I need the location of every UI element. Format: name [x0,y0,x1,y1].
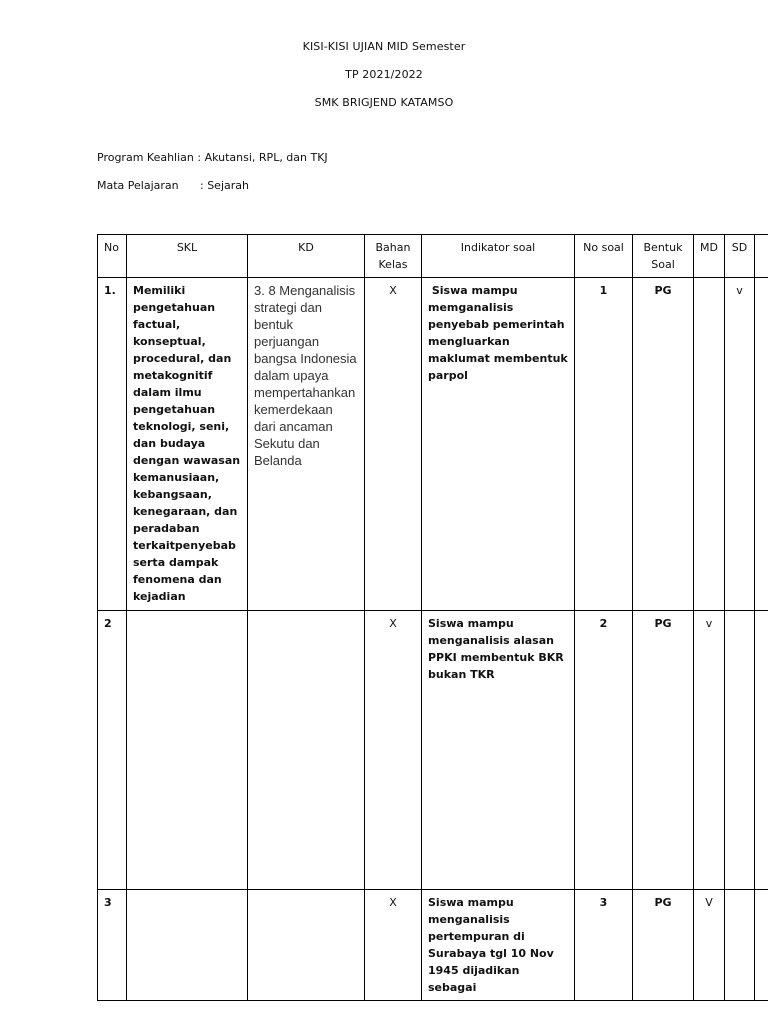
cell-md: V [694,890,725,1001]
header-indikator: Indikator soal [422,235,575,278]
school-name: SMK BRIGJEND KATAMSO [314,96,454,109]
kisi-kisi-table [97,234,768,1001]
cell-indikator: Siswa mampu menganalisis pertempuran di Surabaya tgl 10 Nov 1945 dijadikan sebagai [422,890,575,1001]
cell-kd: 3. 8 Menganalisis strategi dan bentuk perjuangan bangsa Indonesia dalam upaya mempertahankan kemerdekaan dari ancaman Sekutu dan Belanda [248,278,365,611]
table-row [98,890,768,1001]
header-md: MD [694,235,725,278]
cell-bahan-kelas: X [365,278,422,611]
header-bahan-kelas: Bahan Kelas [365,235,422,278]
cell-bahan-kelas: X [365,611,422,890]
cell-bentuk-soal: PG [633,278,694,611]
cell-bahan-kelas: X [365,890,422,1001]
subject-value: : Sejarah [200,179,249,192]
academic-year: TP 2021/2022 [345,68,423,81]
cell-no-soal: 1 [575,278,633,611]
cell-no: 3 [98,890,127,1001]
cell-md: v [694,611,725,890]
cell-extra [755,278,768,611]
program-keahlian-line [97,151,328,164]
cell-kd [248,890,365,1001]
header-extra [755,235,768,278]
cell-bentuk-soal: PG [633,611,694,890]
subject-label: Mata Pelajaran [97,179,179,192]
mata-pelajaran-line [97,179,249,192]
cell-indikator: Siswa mampu memganalisis penyebab pemerintah mengluarkan maklumat membentuk parpol [422,278,575,611]
table-row [98,278,768,611]
cell-bentuk-soal: PG [633,890,694,1001]
cell-indikator: Siswa mampu menganalisis alasan PPKI membentuk BKR bukan TKR [422,611,575,890]
cell-no: 2 [98,611,127,890]
header-sd: SD [725,235,755,278]
program-value: Akutansi, RPL, dan TKJ [204,151,328,164]
cell-md [694,278,725,611]
header-no: No [98,235,127,278]
program-label: Program Keahlian : [97,151,205,164]
cell-no-soal: 3 [575,890,633,1001]
cell-sd: v [725,278,755,611]
cell-skl: Memiliki pengetahuan factual, konseptual, procedural, dan metakognitif dalam ilmu pengetahuan teknologi, seni, dan budaya dengan wawasan kemanusiaan, kebangsaan, kenegaraan, dan peradaban terkaitpenyebab serta dampak fenomena dan kejadian [127,278,248,611]
cell-no: 1. [98,278,127,611]
header-skl: SKL [127,235,248,278]
cell-extra [755,890,768,1001]
header-bentuk-soal: Bentuk Soal [633,235,694,278]
document-title: KISI-KISI UJIAN MID Semester [302,40,466,53]
cell-sd [725,890,755,1001]
header-kd: KD [248,235,365,278]
cell-extra [755,611,768,890]
cell-skl [127,611,248,890]
cell-no-soal: 2 [575,611,633,890]
header-no-soal: No soal [575,235,633,278]
cell-skl [127,890,248,1001]
table-row [98,611,768,890]
cell-sd [725,611,755,890]
table-header-row [98,235,768,278]
cell-kd [248,611,365,890]
